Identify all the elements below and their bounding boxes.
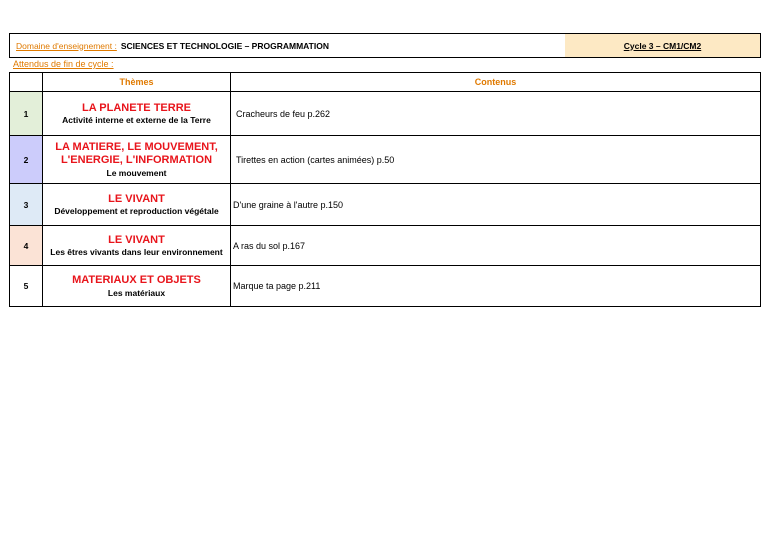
row-number: 3 [10,184,43,226]
row-theme [43,136,231,184]
theme-subtitle: Les matériaux [107,287,166,298]
row-content: Marque ta page p.211 [231,266,761,307]
row-theme [43,184,231,226]
table-row [10,136,761,184]
table-row [10,184,761,226]
row-content: Cracheurs de feu p.262 [231,92,761,136]
row-theme [43,266,231,307]
theme-title: LA MATIERE, LE MOUVEMENT, L'ENERGIE, L'INFORMATION [55,141,218,167]
domain-value: SCIENCES ET TECHNOLOGIE – PROGRAMMATION [120,40,329,51]
row-content: Tirettes en action (cartes animées) p.50 [231,136,761,184]
header-num [10,73,43,92]
row-content: A ras du sol p.167 [231,226,761,266]
programme-table [9,72,761,307]
row-theme [43,92,231,136]
row-theme [43,226,231,266]
theme-subtitle: Le mouvement [106,167,167,178]
cycle-label: Cycle 3 – CM1/CM2 [565,33,761,58]
table-row [10,226,761,266]
row-number: 4 [10,226,43,266]
header-themes: Thèmes [43,73,231,92]
attendus-label: Attendus de fin de cycle : [13,59,114,69]
domain-header [9,33,566,58]
theme-title: LE VIVANT [108,192,165,205]
theme-title: LE VIVANT [108,233,165,246]
theme-title: LA PLANETE TERRE [82,101,191,114]
theme-subtitle: Développement et reproduction végétale [54,206,219,216]
row-content: D'une graine à l'autre p.150 [231,184,761,226]
theme-subtitle: Activité interne et externe de la Terre [62,115,211,125]
row-number: 5 [10,266,43,307]
domain-label: Domaine d'enseignement : [16,40,117,51]
header-contenus: Contenus [231,73,761,92]
table-row [10,92,761,136]
theme-title: MATERIAUX ET OBJETS [72,274,201,287]
table-header-row [10,73,761,92]
row-number: 1 [10,92,43,136]
theme-subtitle: Les êtres vivants dans leur environnement [50,247,223,257]
table-row [10,266,761,307]
row-number: 2 [10,136,43,184]
